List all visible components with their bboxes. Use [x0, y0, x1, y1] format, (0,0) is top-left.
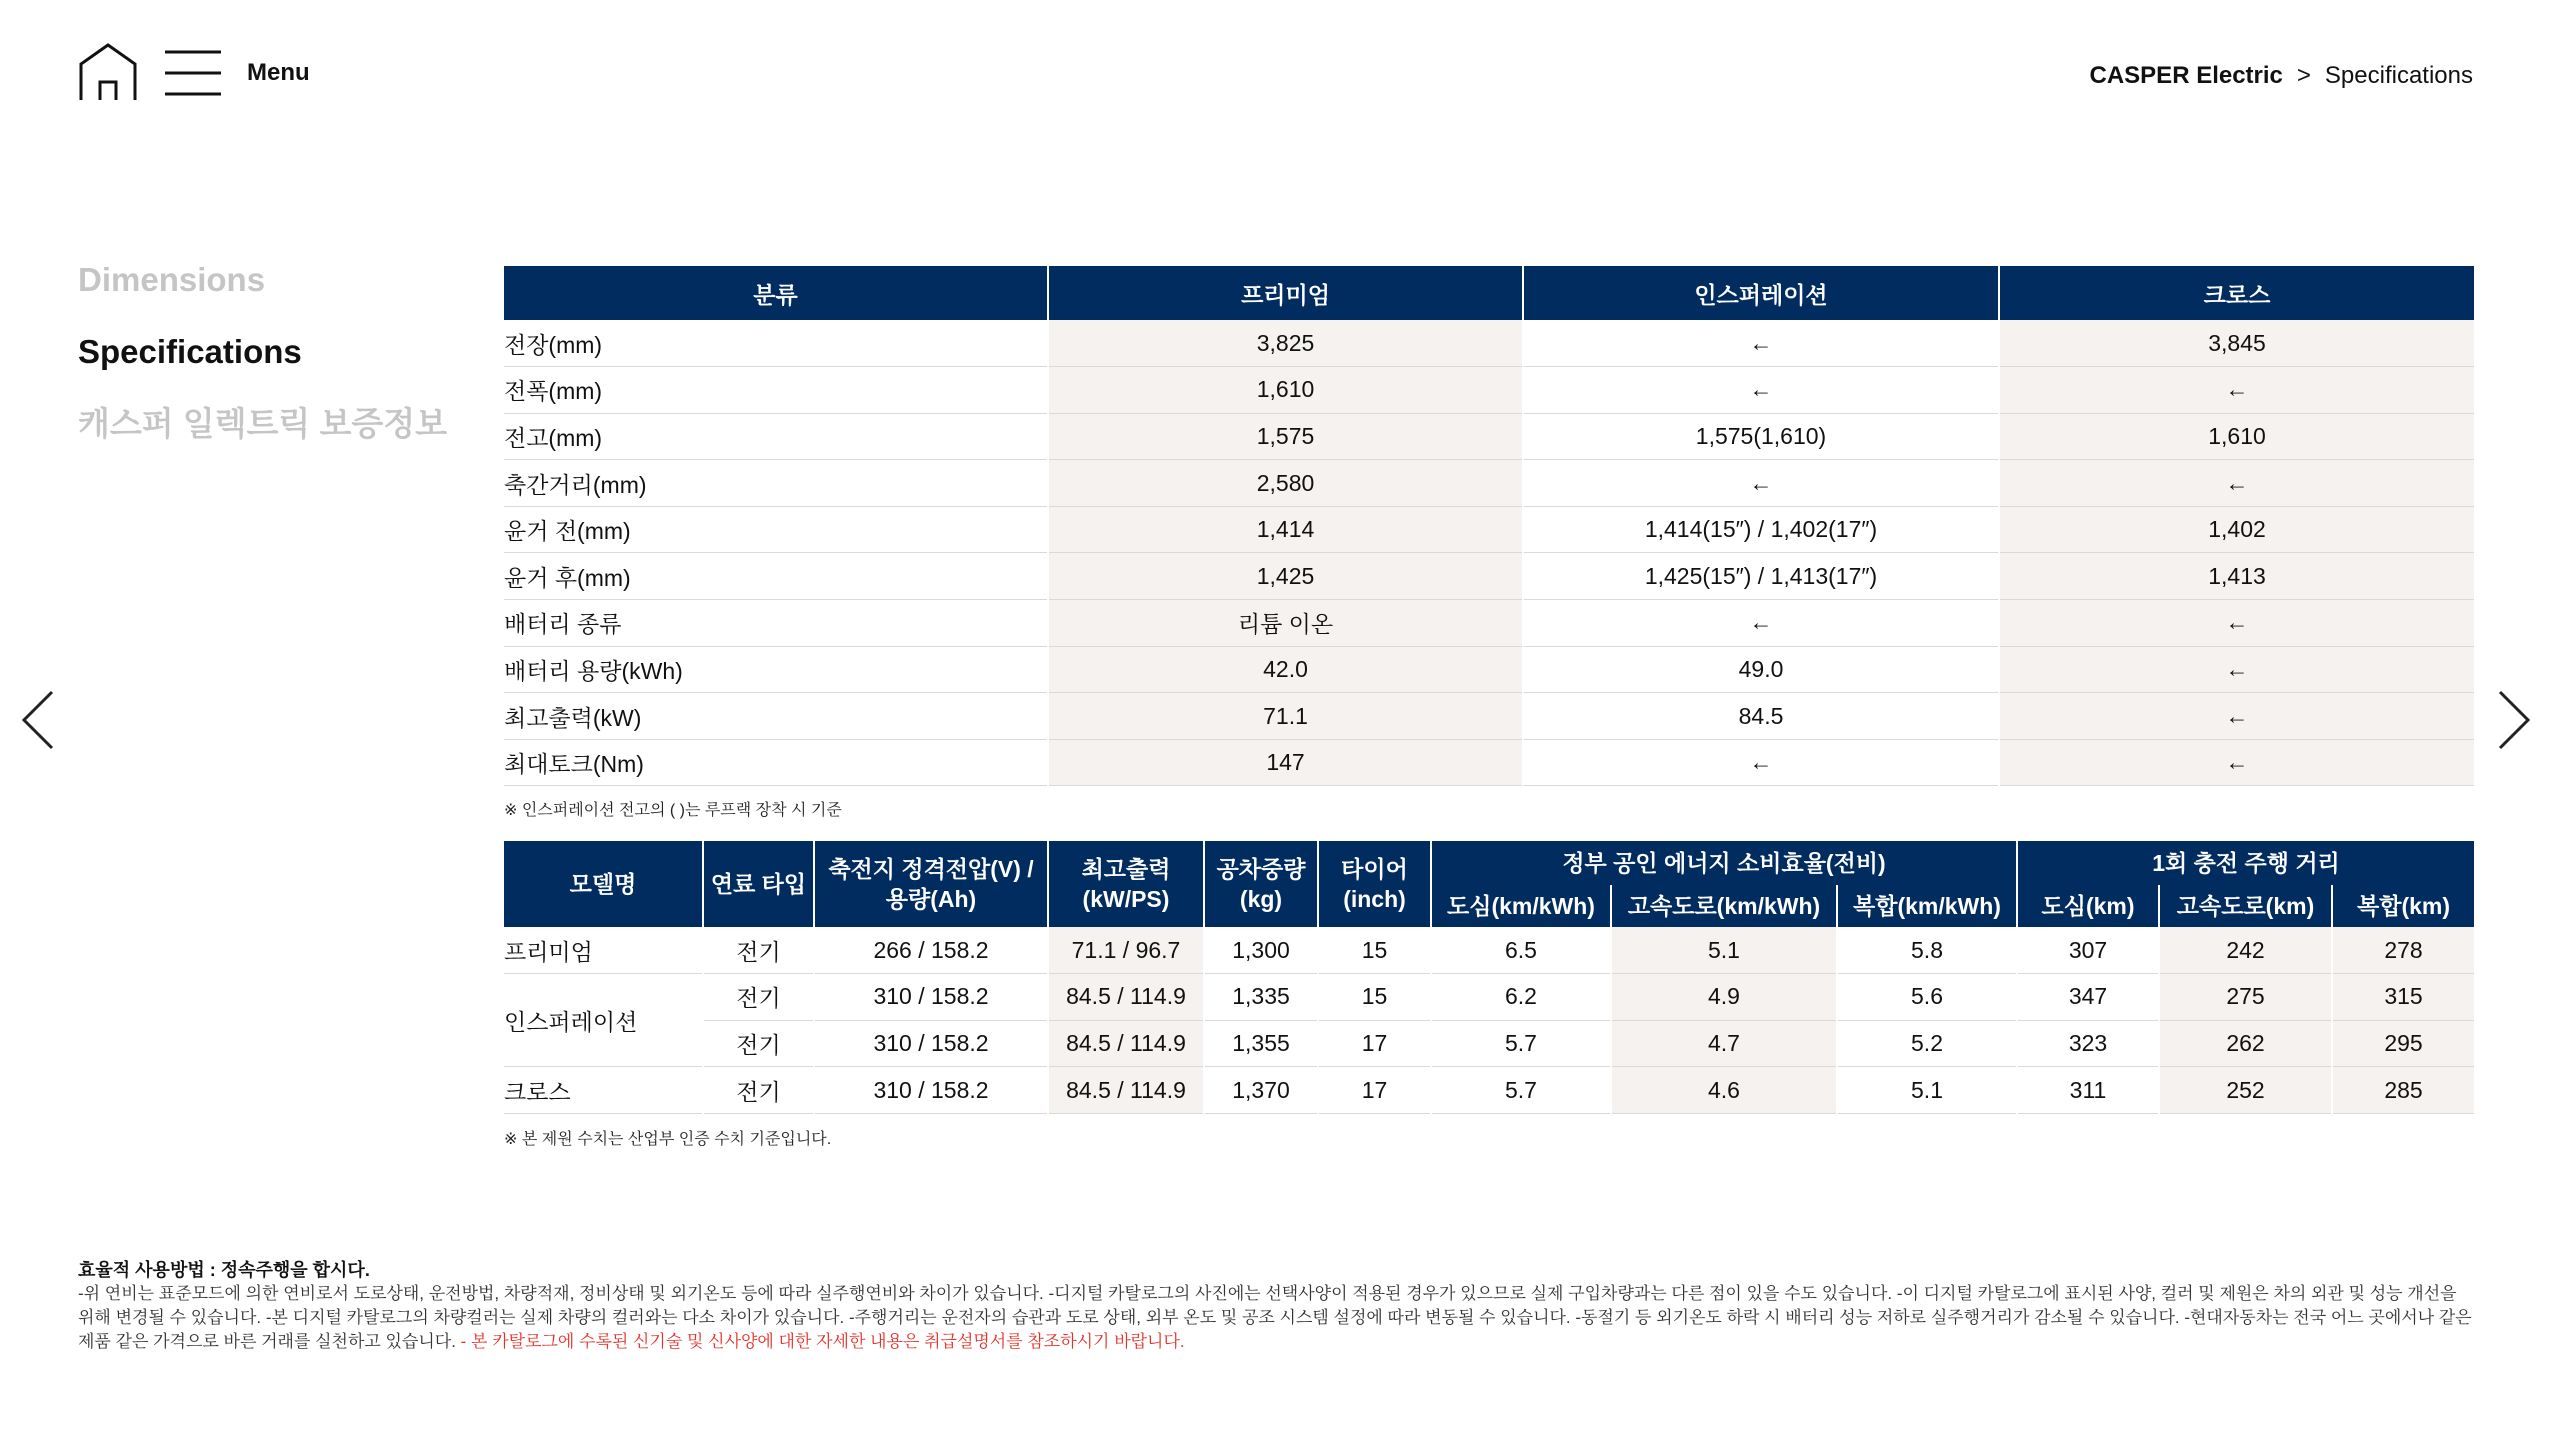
- efficiency-header-row-1: [504, 841, 2474, 885]
- specs-cell: 1,610: [1048, 367, 1523, 414]
- specs-cell: 3,825: [1048, 320, 1523, 367]
- specs-row-label: 최고출력(kW): [504, 693, 1048, 740]
- specs-row: [504, 320, 2474, 367]
- eff-header-eff-city: 도심(km/kWh): [1431, 885, 1611, 927]
- specs-cell: 리튬 이온: [1048, 600, 1523, 647]
- specs-cell: ←: [1999, 367, 2474, 414]
- specs-row-label: 배터리 용량(kWh): [504, 646, 1048, 693]
- efficiency-cell-eff-combined: 5.6: [1837, 974, 2017, 1021]
- efficiency-row: [504, 1020, 2474, 1067]
- specs-row: [504, 693, 2474, 740]
- efficiency-cell-weight: 1,300: [1204, 927, 1318, 974]
- efficiency-cell-fuel: 전기: [703, 1067, 814, 1114]
- efficiency-cell-power: 84.5 / 114.9: [1048, 1067, 1204, 1114]
- specs-cell: ←: [1999, 600, 2474, 647]
- efficiency-cell-eff-highway: 5.1: [1611, 927, 1837, 974]
- specs-cell: ←: [1523, 460, 1999, 507]
- specs-cell: 2,580: [1048, 460, 1523, 507]
- specs-header-cross: 크로스: [1999, 266, 2474, 320]
- efficiency-cell-tire: 17: [1318, 1020, 1431, 1067]
- efficiency-cell-power: 71.1 / 96.7: [1048, 927, 1204, 974]
- efficiency-cell-range-combined: 285: [2332, 1067, 2474, 1114]
- specs-row-label: 전장(mm): [504, 320, 1048, 367]
- eff-header-model: 모델명: [504, 841, 703, 927]
- eff-header-range-group: 1회 충전 주행 거리: [2017, 841, 2474, 885]
- specs-cell: 71.1: [1048, 693, 1523, 740]
- efficiency-cell-power: 84.5 / 114.9: [1048, 1020, 1204, 1067]
- specs-row: [504, 367, 2474, 414]
- efficiency-cell-eff-highway: 4.9: [1611, 974, 1837, 1021]
- eff-header-fuel: 연료 타입: [703, 841, 814, 927]
- specs-cell: 1,414(15″) / 1,402(17″): [1523, 506, 1999, 553]
- specs-cell: 1,402: [1999, 506, 2474, 553]
- efficiency-cell-power: 84.5 / 114.9: [1048, 974, 1204, 1021]
- specs-row-label: 윤거 후(mm): [504, 553, 1048, 600]
- efficiency-cell-battery: 310 / 158.2: [814, 1020, 1048, 1067]
- efficiency-cell-eff-city: 6.5: [1431, 927, 1611, 974]
- efficiency-cell-eff-city: 6.2: [1431, 974, 1611, 1021]
- specs-row-label: 전고(mm): [504, 413, 1048, 460]
- efficiency-cell-battery: 266 / 158.2: [814, 927, 1048, 974]
- eff-header-efficiency-group: 정부 공인 에너지 소비효율(전비): [1431, 841, 2017, 885]
- efficiency-cell-fuel: 전기: [703, 1020, 814, 1067]
- efficiency-cell-eff-combined: 5.1: [1837, 1067, 2017, 1114]
- specs-note: ※ 인스퍼레이션 전고의 ( )는 루프랙 장착 시 기준: [504, 802, 842, 819]
- specs-row: [504, 460, 2474, 507]
- efficiency-cell-weight: 1,335: [1204, 974, 1318, 1021]
- side-nav: [78, 258, 447, 474]
- specs-header-premium: 프리미엄: [1048, 266, 1523, 320]
- chevron-right-icon: [2494, 690, 2534, 750]
- efficiency-cell-tire: 15: [1318, 974, 1431, 1021]
- efficiency-cell-range-city: 347: [2017, 974, 2159, 1021]
- breadcrumb-separator: >: [2296, 62, 2311, 89]
- specs-header-row: [504, 266, 2474, 320]
- efficiency-cell-range-city: 323: [2017, 1020, 2159, 1067]
- efficiency-cell-eff-highway: 4.7: [1611, 1020, 1837, 1067]
- efficiency-cell-range-highway: 262: [2159, 1020, 2332, 1067]
- breadcrumb: [2090, 62, 2474, 90]
- next-page-button[interactable]: [2494, 690, 2534, 750]
- eff-header-battery: 축전지 정격전압(V) / 용량(Ah): [814, 841, 1048, 927]
- efficiency-cell-tire: 17: [1318, 1067, 1431, 1114]
- efficiency-cell-tire: 15: [1318, 927, 1431, 974]
- efficiency-cell-range-highway: 275: [2159, 974, 2332, 1021]
- nav-item-specifications[interactable]: Specifications: [78, 333, 302, 370]
- efficiency-table: [504, 841, 2474, 1114]
- efficiency-model-name: 프리미엄: [504, 927, 703, 974]
- specs-cell: ←: [1999, 693, 2474, 740]
- specs-cell: ←: [1999, 646, 2474, 693]
- specs-cell: ←: [1523, 367, 1999, 414]
- specs-row-label: 배터리 종류: [504, 600, 1048, 647]
- menu-button[interactable]: [163, 50, 310, 96]
- efficiency-cell-fuel: 전기: [703, 974, 814, 1021]
- specs-cell: 1,610: [1999, 413, 2474, 460]
- specs-row-label: 최대토크(Nm): [504, 739, 1048, 786]
- efficiency-row: [504, 927, 2474, 974]
- footer-highlight: - 본 카탈로그에 수록된 신기술 및 신사양에 대한 자세한 내용은 취급설명서를 참조하시기 바랍니다.: [455, 1332, 1185, 1351]
- specs-row: [504, 600, 2474, 647]
- nav-item-dimensions[interactable]: Dimensions: [78, 261, 266, 298]
- eff-header-eff-combined: 복합(km/kWh): [1837, 885, 2017, 927]
- specs-cell: 42.0: [1048, 646, 1523, 693]
- specs-row: [504, 413, 2474, 460]
- efficiency-row: [504, 974, 2474, 1021]
- breadcrumb-current: Specifications: [2324, 62, 2473, 89]
- efficiency-row: [504, 1067, 2474, 1114]
- specs-header-inspiration: 인스퍼레이션: [1523, 266, 1999, 320]
- specs-header-category: 분류: [504, 266, 1048, 320]
- efficiency-cell-weight: 1,355: [1204, 1020, 1318, 1067]
- efficiency-cell-range-highway: 242: [2159, 927, 2332, 974]
- specs-cell: 1,575(1,610): [1523, 413, 1999, 460]
- specs-table: [504, 266, 2474, 786]
- home-icon: [78, 42, 138, 102]
- home-button[interactable]: [78, 42, 138, 102]
- specs-cell: ←: [1999, 739, 2474, 786]
- eff-header-range-combined: 복합(km): [2332, 885, 2474, 927]
- prev-page-button[interactable]: [18, 690, 58, 750]
- eff-header-power: 최고출력 (kW/PS): [1048, 841, 1204, 927]
- footer-body: -위 연비는 표준모드에 의한 연비로서 도로상태, 운전방법, 차량적재, 정비상태 및 외기온도 등에 따라 실주행연비와 차이가 있습니다. -디지털 카탈로그의 사진에는 선택사양이 적용된 경우가 있으므로 실제 구입차량과는 다른 점이 있을 수도 있습니다. -이 디지털 카탈로그에 표시된 사양, 컬러 및 제원은 차의 외관 및 성능 개선을 위해 변경될 수 있습니다. -본 디지털 카탈로그의 차량컬러는 실제 차량의 컬러와는 다소 차이가 있습니다. -주행거리는 운전자의 습관과 도로 상태, 외부 온도 및 공조 시스템 설정에 따라 변동될 수 있습니다. -동절기 등 외기온도 하락 시 배터리 성능 저하로 실주행거리가 감소될 수 있습니다. -현대자동차는 전국 어느 곳에서나 같은 제품 같은 가격으로 바른 거래를 실천하고 있습니다.: [78, 1284, 2472, 1351]
- specs-row-label: 전폭(mm): [504, 367, 1048, 414]
- efficiency-cell-battery: 310 / 158.2: [814, 1067, 1048, 1114]
- specs-row: [504, 646, 2474, 693]
- efficiency-cell-range-combined: 315: [2332, 974, 2474, 1021]
- specs-cell: ←: [1999, 460, 2474, 507]
- eff-header-weight: 공차중량 (kg): [1204, 841, 1318, 927]
- specs-row: [504, 739, 2474, 786]
- nav-item-warranty[interactable]: 캐스퍼 일렉트릭 보증정보: [78, 405, 447, 442]
- efficiency-model-name: 크로스: [504, 1067, 703, 1114]
- specs-cell: 147: [1048, 739, 1523, 786]
- efficiency-cell-eff-combined: 5.2: [1837, 1020, 2017, 1067]
- eff-header-tire: 타이어 (inch): [1318, 841, 1431, 927]
- efficiency-cell-eff-combined: 5.8: [1837, 927, 2017, 974]
- efficiency-body: [504, 927, 2474, 1113]
- eff-header-range-city: 도심(km): [2017, 885, 2159, 927]
- efficiency-cell-range-combined: 278: [2332, 927, 2474, 974]
- efficiency-cell-range-city: 307: [2017, 927, 2159, 974]
- specs-cell: ←: [1523, 320, 1999, 367]
- specs-cell: 3,845: [1999, 320, 2474, 367]
- specs-body: [504, 320, 2474, 786]
- hamburger-icon: [163, 50, 223, 96]
- efficiency-cell-weight: 1,370: [1204, 1067, 1318, 1114]
- specs-cell: 49.0: [1523, 646, 1999, 693]
- footer-title: 효율적 사용방법 : 정속주행을 합시다.: [78, 1260, 370, 1280]
- footer-disclaimer: [78, 1258, 2474, 1354]
- efficiency-cell-eff-highway: 4.6: [1611, 1067, 1837, 1114]
- specs-cell: 1,425: [1048, 553, 1523, 600]
- specs-cell: 1,575: [1048, 413, 1523, 460]
- efficiency-cell-eff-city: 5.7: [1431, 1020, 1611, 1067]
- chevron-left-icon: [18, 690, 58, 750]
- specs-cell: ←: [1523, 600, 1999, 647]
- specs-row-label: 축간거리(mm): [504, 460, 1048, 507]
- efficiency-cell-range-highway: 252: [2159, 1067, 2332, 1114]
- eff-header-range-highway: 고속도로(km): [2159, 885, 2332, 927]
- efficiency-model-name: 인스퍼레이션: [504, 974, 703, 1067]
- efficiency-cell-eff-city: 5.7: [1431, 1067, 1611, 1114]
- breadcrumb-parent[interactable]: CASPER Electric: [2089, 62, 2283, 89]
- specs-row: [504, 553, 2474, 600]
- efficiency-cell-fuel: 전기: [703, 927, 814, 974]
- specs-cell: 1,414: [1048, 506, 1523, 553]
- specs-row-label: 윤거 전(mm): [504, 506, 1048, 553]
- efficiency-note: ※ 본 제원 수치는 산업부 인증 수치 기준입니다.: [504, 1131, 832, 1148]
- efficiency-cell-range-city: 311: [2017, 1067, 2159, 1114]
- menu-label: Menu: [247, 59, 310, 86]
- efficiency-cell-battery: 310 / 158.2: [814, 974, 1048, 1021]
- specs-cell: 1,425(15″) / 1,413(17″): [1523, 553, 1999, 600]
- specs-cell: 1,413: [1999, 553, 2474, 600]
- specs-row: [504, 506, 2474, 553]
- specs-cell: ←: [1523, 739, 1999, 786]
- eff-header-eff-highway: 고속도로(km/kWh): [1611, 885, 1837, 927]
- efficiency-cell-range-combined: 295: [2332, 1020, 2474, 1067]
- specs-cell: 84.5: [1523, 693, 1999, 740]
